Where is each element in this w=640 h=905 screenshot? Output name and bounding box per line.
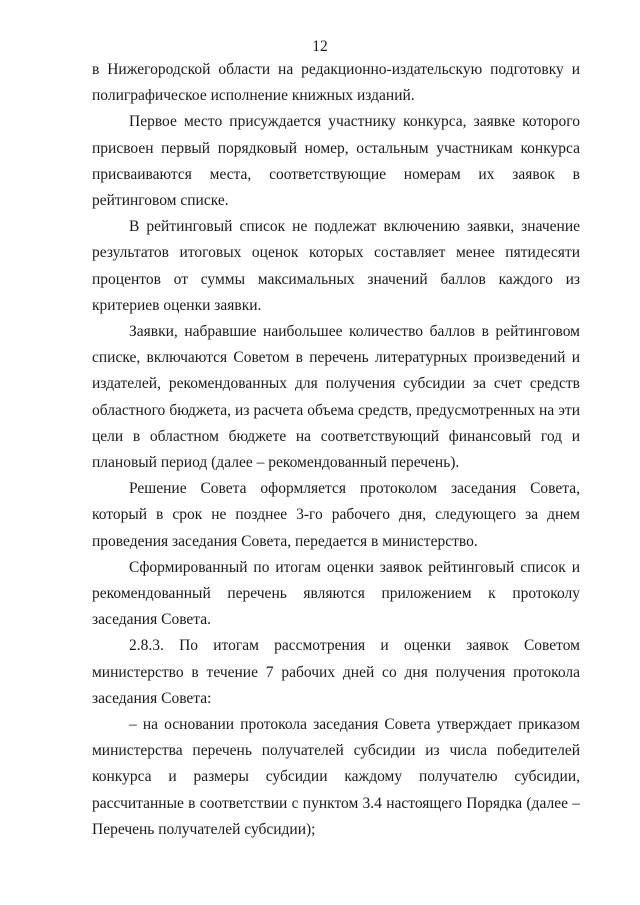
paragraph-section-2-8-3: 2.8.3. По итогам рассмотрения и оценки заявок Советом министерство в течение 7 рабочих дней со дня получения протокола заседания Совета:	[92, 637, 580, 707]
paragraph-protocol-appendix: Сформированный по итогам оценки заявок рейтинговый список и рекомендованный перечень являются приложением к протоколу заседания Совета.	[92, 558, 580, 629]
page-number: 12	[312, 38, 328, 55]
paragraph-rating-exclusion: В рейтинговый список не подлежат включению заявки, значение результатов итоговых оценок которых составляет менее пятидесяти процентов от суммы максимальных значений баллов каждого из критериев оценки заявки.	[92, 218, 580, 314]
paragraph-recommended-list: Заявки, набравшие наибольшее количество баллов в рейтинговом списке, включаются Советом в перечень литературных произведений и издателей, рекомендованных для получения субсидии за счет средств областного бюджета, из расчета объема средств, предусмотренных на эти цели в областном бюджете на соответствующий финансовый год и плановый период (далее – рекомендованный перечень).	[92, 323, 580, 472]
paragraph-council-decision: Решение Совета оформляется протоколом заседания Совета, который в срок не позднее 3-го рабочего дня, следующего за днем проведения заседания Совета, передается в министерство.	[92, 480, 580, 550]
paragraph-list-item-order: – на основании протокола заседания Совета утверждает приказом министерства перечень получателей субсидии из числа победителей конкурса и размеры субсидии каждому получателю субсидии, рассчитанные в соответствии с пунктом 3.4 настоящего Порядка (далее – Перечень получателей субсидии);	[92, 716, 580, 838]
paragraph-first-place: Первое место присуждается участнику конкурса, заявке которого присвоен первый порядковый номер, остальным участникам конкурса присваиваются места, соответствующие номерам их заявок в рейтинговом списке.	[92, 113, 580, 210]
paragraph-continuation: в Нижегородской области на редакционно-издательскую подготовку и полиграфическое исполнение книжных изданий.	[92, 61, 580, 105]
document-body	[92, 57, 580, 843]
